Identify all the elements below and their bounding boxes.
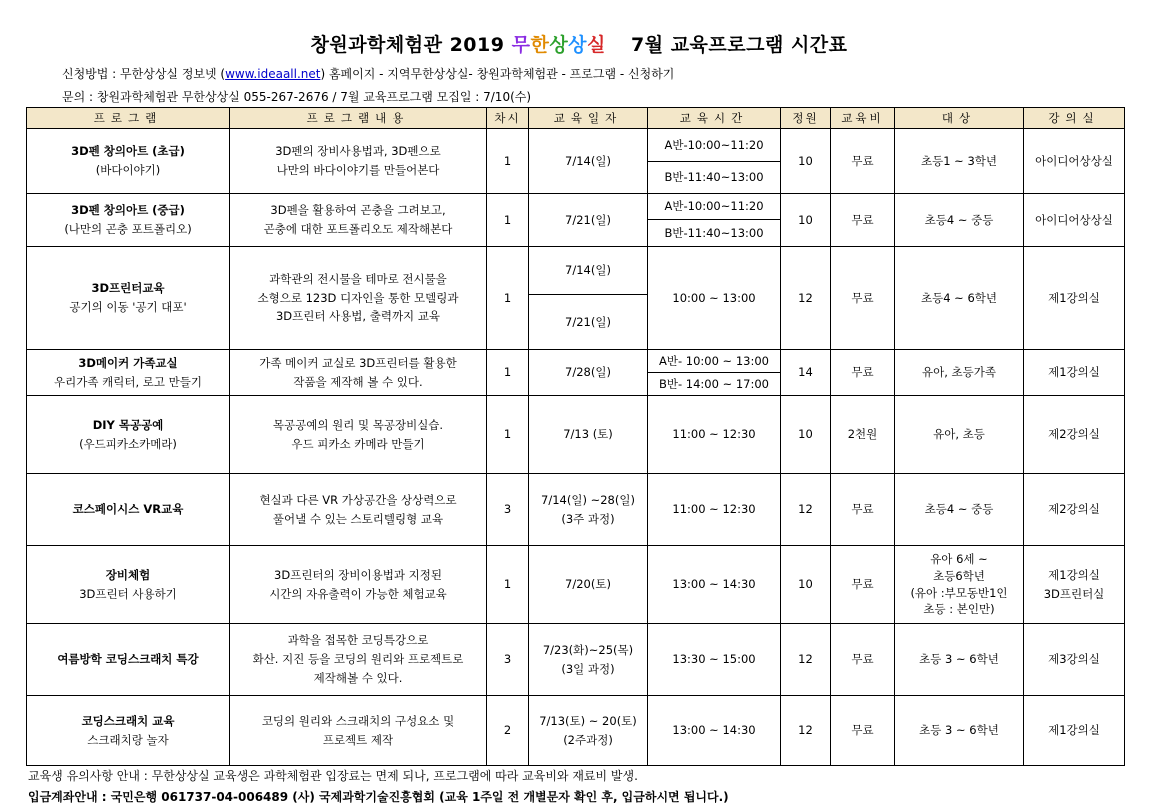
contact-info: 문의 : 창원과학체험관 무한상상실 055-267-2676 / 7월 교육프로그램 모집일 : 7/10(수) bbox=[62, 90, 532, 104]
room-cell: 제3강의실 bbox=[1024, 624, 1125, 696]
content-line: 우드 피카소 카메라 만들기 bbox=[291, 436, 425, 451]
content-line: 가족 메이커 교실로 3D프린터를 활용한 bbox=[259, 355, 457, 370]
header-content: 프로그램내용 bbox=[230, 108, 487, 129]
program-subtitle: 3D프린터 사용하기 bbox=[79, 586, 177, 601]
table-row bbox=[27, 350, 1125, 373]
session-cell: 2 bbox=[487, 696, 529, 766]
content-cell bbox=[230, 474, 487, 546]
capacity-cell: 12 bbox=[781, 624, 831, 696]
target-cell: 초등 3 ~ 6학년 bbox=[895, 624, 1024, 696]
program-cell bbox=[27, 624, 230, 696]
capacity-cell: 12 bbox=[781, 696, 831, 766]
program-title: 3D프린터교육 bbox=[91, 281, 165, 296]
time-cell: 13:00 ~ 14:30 bbox=[648, 696, 781, 766]
content-cell bbox=[230, 396, 487, 474]
time-cell-b: B반-11:40~13:00 bbox=[648, 162, 781, 194]
table-row bbox=[27, 474, 1125, 546]
room-line: 3D프린터실 bbox=[1043, 586, 1105, 601]
info-line1-pre: 신청방법 : 무한상상실 정보넷 ( bbox=[62, 67, 226, 81]
table-row bbox=[27, 696, 1125, 766]
date-cell: 7/21(일) bbox=[529, 194, 648, 247]
program-subtitle: (바다이야기) bbox=[95, 163, 161, 177]
content-line: 화산. 지진 등을 코딩의 원리와 프로젝트로 bbox=[252, 652, 464, 667]
target-cell: 초등4 ~ 중등 bbox=[895, 474, 1024, 546]
title-prefix: 창원과학체험관 2019 bbox=[310, 34, 505, 56]
target-cell bbox=[895, 546, 1024, 624]
content-line: 제작해볼 수 있다. bbox=[313, 670, 403, 685]
page-title bbox=[0, 30, 1158, 57]
room-line: 제1강의실 bbox=[1048, 567, 1100, 582]
time-cell: 13:00 ~ 14:30 bbox=[648, 546, 781, 624]
program-title: 3D펜 창의아트 (초급) bbox=[71, 144, 185, 159]
time-cell: 11:00 ~ 12:30 bbox=[648, 474, 781, 546]
program-subtitle: (나만의 곤충 포트폴리오) bbox=[64, 222, 192, 236]
room-cell: 제1강의실 bbox=[1024, 350, 1125, 396]
content-line: 프로젝트 제작 bbox=[322, 732, 394, 747]
website-link[interactable]: www.ideaall.net bbox=[225, 67, 321, 81]
target-line: 초등 : 본인만) bbox=[923, 602, 995, 617]
fee-cell: 무료 bbox=[831, 247, 895, 350]
time-cell: 13:30 ~ 15:00 bbox=[648, 624, 781, 696]
time-cell-a: A반- 10:00 ~ 13:00 bbox=[648, 350, 781, 373]
session-cell: 3 bbox=[487, 624, 529, 696]
program-title: 여름방학 코딩스크래치 특강 bbox=[57, 652, 199, 667]
date-cell: 7/20(토) bbox=[529, 546, 648, 624]
room-cell: 제2강의실 bbox=[1024, 396, 1125, 474]
room-cell: 아이디어상상실 bbox=[1024, 194, 1125, 247]
date-cell: 7/13 (토) bbox=[529, 396, 648, 474]
content-cell bbox=[230, 546, 487, 624]
session-cell: 1 bbox=[487, 546, 529, 624]
content-line: 3D펜의 장비사용법과, 3D펜으로 bbox=[275, 144, 441, 159]
brand-char-2: 한 bbox=[530, 34, 550, 56]
session-cell: 1 bbox=[487, 396, 529, 474]
table-row bbox=[27, 546, 1125, 624]
program-title: DIY 목공공예 bbox=[92, 417, 164, 432]
program-cell bbox=[27, 129, 230, 194]
header-row bbox=[27, 108, 1125, 129]
room-cell: 아이디어상상실 bbox=[1024, 129, 1125, 194]
room-cell bbox=[1024, 546, 1125, 624]
fee-cell: 무료 bbox=[831, 696, 895, 766]
content-line: 과학을 접목한 코딩특강으로 bbox=[287, 633, 429, 648]
target-line: 초등6학년 bbox=[933, 568, 985, 583]
notice-text: 교육생 유의사항 안내 : 무한상상실 교육생은 과학체험관 입장료는 면제 되나, 프로그램에 따라 교육비와 재료비 발생. bbox=[28, 769, 638, 783]
session-cell: 1 bbox=[487, 194, 529, 247]
session-cell: 3 bbox=[487, 474, 529, 546]
content-line: 소형으로 123D 디자인을 통한 모델링과 bbox=[257, 290, 459, 305]
application-method bbox=[62, 65, 674, 82]
target-cell: 초등4 ~ 6학년 bbox=[895, 247, 1024, 350]
fee-cell: 무료 bbox=[831, 474, 895, 546]
program-title: 장비체험 bbox=[105, 567, 151, 582]
date-line: (3주 과정) bbox=[561, 511, 615, 526]
content-line: 3D프린터의 장비이용법과 지정된 bbox=[274, 567, 442, 582]
target-cell: 유아, 초등 bbox=[895, 396, 1024, 474]
target-cell: 초등1 ~ 3학년 bbox=[895, 129, 1024, 194]
date-cell bbox=[529, 624, 648, 696]
brand-char-4: 상 bbox=[568, 34, 588, 56]
content-line: 3D프린터 사용법, 출력까지 교육 bbox=[275, 309, 441, 324]
program-cell bbox=[27, 350, 230, 396]
program-subtitle: 공기의 이동 '공기 대포' bbox=[69, 300, 187, 314]
program-cell bbox=[27, 546, 230, 624]
room-cell: 제2강의실 bbox=[1024, 474, 1125, 546]
room-cell: 제1강의실 bbox=[1024, 247, 1125, 350]
capacity-cell: 10 bbox=[781, 129, 831, 194]
fee-cell: 무료 bbox=[831, 129, 895, 194]
target-line: 유아 6세 ~ bbox=[930, 552, 988, 567]
date-cell: 7/28(일) bbox=[529, 350, 648, 396]
content-line: 작품을 제작해 볼 수 있다. bbox=[293, 374, 423, 389]
time-cell-a: A반-10:00~11:20 bbox=[648, 194, 781, 220]
content-line: 나만의 바다이야기를 만들어본다 bbox=[276, 163, 440, 177]
fee-cell: 2천원 bbox=[831, 396, 895, 474]
date-cell-2: 7/21(일) bbox=[529, 295, 648, 350]
target-cell: 유아, 초등가족 bbox=[895, 350, 1024, 396]
content-cell bbox=[230, 129, 487, 194]
table-row bbox=[27, 247, 1125, 295]
time-cell-a: A반-10:00~11:20 bbox=[648, 129, 781, 162]
program-subtitle: 스크래치랑 놀자 bbox=[87, 732, 169, 747]
session-cell: 1 bbox=[487, 247, 529, 350]
brand-char-1: 무 bbox=[511, 34, 531, 56]
header-fee: 교육비 bbox=[831, 108, 895, 129]
schedule-table bbox=[26, 107, 1125, 766]
content-line: 현실과 다른 VR 가상공간을 상상력으로 bbox=[259, 492, 457, 507]
info-line1-post: ) 홈페이지 - 지역무한상상실- 창원과학체험관 - 프로그램 - 신청하기 bbox=[320, 67, 675, 81]
content-line: 과학관의 전시물을 테마로 전시물을 bbox=[269, 271, 447, 286]
program-title: 3D메이커 가족교실 bbox=[78, 355, 178, 370]
content-line: 곤충에 대한 포트폴리오도 제작해본다 bbox=[263, 222, 453, 236]
payment-info: 입금계좌안내 : 국민은행 061737-04-006489 (사) 국제과학기술진흥협회 (교육 1주일 전 개별문자 확인 후, 입금하시면 됩니다.) bbox=[28, 790, 729, 804]
program-cell bbox=[27, 247, 230, 350]
program-title: 코딩스크래치 교육 bbox=[81, 713, 175, 728]
capacity-cell: 10 bbox=[781, 194, 831, 247]
content-line: 코딩의 원리와 스크래치의 구성요소 및 bbox=[261, 713, 455, 728]
capacity-cell: 12 bbox=[781, 474, 831, 546]
header-room: 강의실 bbox=[1024, 108, 1125, 129]
fee-cell: 무료 bbox=[831, 350, 895, 396]
target-cell: 초등 3 ~ 6학년 bbox=[895, 696, 1024, 766]
time-cell-b: B반-11:40~13:00 bbox=[648, 220, 781, 247]
header-program: 프로그램 bbox=[27, 108, 230, 129]
brand-char-5: 실 bbox=[587, 34, 606, 56]
program-cell bbox=[27, 396, 230, 474]
target-line: (유아 :부모동반1인 bbox=[910, 585, 1008, 600]
table-row bbox=[27, 396, 1125, 474]
room-cell: 제1강의실 bbox=[1024, 696, 1125, 766]
table-row bbox=[27, 129, 1125, 162]
session-cell: 1 bbox=[487, 350, 529, 396]
program-cell bbox=[27, 696, 230, 766]
content-cell bbox=[230, 350, 487, 396]
date-cell bbox=[529, 696, 648, 766]
program-title: 코스페이시스 VR교육 bbox=[72, 502, 184, 517]
date-line: (2주과정) bbox=[563, 732, 613, 747]
brand-char-3: 상 bbox=[549, 34, 569, 56]
date-line: 7/13(토) ~ 20(토) bbox=[539, 713, 637, 728]
program-cell bbox=[27, 194, 230, 247]
date-line: (3일 과정) bbox=[561, 661, 615, 676]
content-cell bbox=[230, 624, 487, 696]
date-line: 7/23(화)~25(목) bbox=[542, 642, 634, 657]
capacity-cell: 12 bbox=[781, 247, 831, 350]
target-cell: 초등4 ~ 중등 bbox=[895, 194, 1024, 247]
session-cell: 1 bbox=[487, 129, 529, 194]
content-cell bbox=[230, 696, 487, 766]
content-line: 시간의 자유출력이 가능한 체험교육 bbox=[269, 586, 447, 601]
header-capacity: 정원 bbox=[781, 108, 831, 129]
fee-cell: 무료 bbox=[831, 546, 895, 624]
brand-name bbox=[512, 34, 606, 56]
content-line: 3D펜을 활용하여 곤충을 그려보고, bbox=[270, 203, 446, 218]
table-row bbox=[27, 194, 1125, 220]
program-subtitle: 우리가족 캐릭터, 로고 만들기 bbox=[54, 374, 202, 389]
fee-cell: 무료 bbox=[831, 194, 895, 247]
header-time: 교육시간 bbox=[648, 108, 781, 129]
capacity-cell: 10 bbox=[781, 396, 831, 474]
fee-cell: 무료 bbox=[831, 624, 895, 696]
header-target: 대상 bbox=[895, 108, 1024, 129]
date-line: 7/14(일) ~28(일) bbox=[541, 492, 635, 507]
table-row bbox=[27, 624, 1125, 696]
time-cell-b: B반- 14:00 ~ 17:00 bbox=[648, 373, 781, 396]
capacity-cell: 14 bbox=[781, 350, 831, 396]
header-date: 교육일자 bbox=[529, 108, 648, 129]
program-title: 3D펜 창의아트 (중급) bbox=[71, 203, 185, 218]
header-session: 차시 bbox=[487, 108, 529, 129]
content-line: 목공공예의 원리 및 목공장비실습. bbox=[272, 417, 444, 432]
program-cell bbox=[27, 474, 230, 546]
content-cell bbox=[230, 247, 487, 350]
content-line: 풀어낼 수 있는 스토리텔링형 교육 bbox=[272, 511, 444, 526]
date-cell-1: 7/14(일) bbox=[529, 247, 648, 295]
time-cell: 10:00 ~ 13:00 bbox=[648, 247, 781, 350]
time-cell: 11:00 ~ 12:30 bbox=[648, 396, 781, 474]
date-cell: 7/14(일) bbox=[529, 129, 648, 194]
date-cell bbox=[529, 474, 648, 546]
program-subtitle: (우드피카소카메라) bbox=[79, 436, 177, 451]
content-cell bbox=[230, 194, 487, 247]
title-suffix: 7월 교육프로그램 시간표 bbox=[631, 34, 848, 56]
capacity-cell: 10 bbox=[781, 546, 831, 624]
